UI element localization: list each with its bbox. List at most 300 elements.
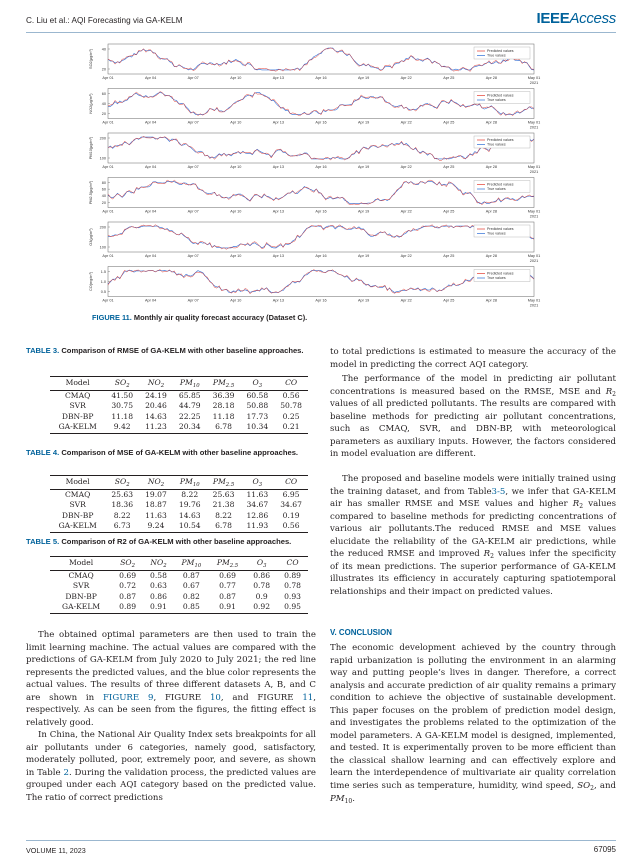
header-symbol: NO (147, 378, 161, 387)
header-subscript: 10 (192, 482, 200, 488)
col-model: Model (69, 558, 94, 567)
x-tick-label: Apr 25 (443, 254, 455, 258)
value-cell: 0.89 (119, 602, 137, 611)
value-cell: 0.56 (282, 390, 300, 400)
math-sub: 2 (612, 390, 616, 398)
value-cell: 9.42 (113, 422, 131, 431)
legend-pred-label: Predicted values (487, 93, 514, 98)
math-sub: 2 (490, 553, 494, 561)
x-tick-label: Apr 19 (358, 165, 370, 169)
body-paragraph (330, 373, 616, 461)
value-cell: 20.34 (178, 422, 201, 431)
header-symbol: O (252, 378, 259, 387)
col-pm25 (207, 377, 241, 391)
x-year-label: 2021 (529, 125, 539, 130)
text-run: , and (593, 781, 616, 792)
value-cell: 0.21 (282, 422, 300, 431)
x-tick-label: Apr 10 (230, 254, 242, 258)
col-o3 (240, 377, 274, 391)
x-tick-label: Apr 10 (230, 298, 242, 303)
value-cell: 6.78 (215, 521, 232, 530)
x-tick-label: Apr 10 (230, 120, 242, 125)
table-row (50, 489, 308, 500)
page-number: 67095 (593, 845, 616, 854)
model-name-cell: SVR (72, 581, 90, 590)
col-model: Model (65, 378, 90, 387)
y-tick-label: 60 (101, 91, 106, 96)
text-run: . (352, 793, 355, 804)
value-cell: 0.85 (182, 602, 200, 611)
header-rule (26, 32, 616, 33)
table-row (50, 511, 308, 522)
y-axis-label: SO2(μg/m³) (89, 49, 93, 69)
table-row (50, 422, 308, 433)
header-symbol: PM (216, 558, 230, 567)
x-tick-label: Apr 22 (400, 165, 412, 169)
value-cell: 0.69 (119, 570, 137, 580)
legend-true-label: True values (487, 142, 506, 147)
table-label: TABLE 5. (26, 537, 60, 546)
value-cell: 0.87 (219, 591, 236, 601)
col-no2 (143, 557, 174, 571)
x-tick-label: Apr 01 (102, 120, 114, 125)
x-tick-label: Apr 13 (272, 120, 284, 125)
col-so2 (112, 557, 143, 571)
body-paragraph (330, 346, 616, 371)
figure-caption (92, 313, 307, 322)
legend-pred-label: Predicted values (487, 138, 514, 143)
col-o3 (240, 476, 274, 490)
model-name-cell: GA-KELM (62, 602, 101, 611)
col-pm10 (173, 377, 207, 391)
value-cell: 0.91 (219, 602, 236, 611)
col-co (277, 557, 308, 571)
y-tick-label: 20 (101, 200, 106, 205)
model-name-cell: CMAQ (68, 570, 94, 580)
x-tick-label: Apr 25 (443, 298, 455, 303)
model-name-cell: SVR (69, 500, 86, 509)
value-cell: 14.63 (178, 510, 201, 520)
col-pm25 (209, 557, 246, 571)
text-run: The proposed and baseline models were initially trained using the training dataset, and from Table (330, 474, 616, 497)
table-row (50, 602, 308, 613)
value-cell: 0.69 (219, 570, 236, 580)
header-symbol: CO (285, 378, 298, 387)
value-cell: 34.67 (246, 500, 269, 509)
x-tick-label: May 01 (527, 209, 541, 214)
header-subscript: 2.5 (225, 482, 235, 488)
value-cell: 6.95 (282, 489, 300, 499)
value-cell: 36.39 (212, 390, 235, 400)
value-cell: 50.78 (280, 401, 302, 410)
model-name-cell: DBN-BP (65, 591, 97, 601)
text-run: The obtained optimal parameters are then used to train the limit learning machine. The actual values are compared with the predictions of GA-KELM from July 2020 to July 2021; the red line represents the predicted values, and the blue color represents the actual values. The results of three different datasets A, B, and C are shown in (26, 630, 316, 703)
figure-11-link[interactable]: 11 (302, 692, 314, 703)
header-subscript: 3 (258, 383, 263, 389)
header-symbol: CO (285, 477, 298, 486)
legend-pred-label: Predicted values (487, 271, 514, 276)
value-cell: 18.36 (111, 500, 134, 509)
value-cell: 0.63 (150, 581, 167, 590)
x-tick-label: Apr 16 (315, 165, 327, 169)
x-tick-label: Apr 04 (145, 165, 157, 169)
table-4-caption (26, 448, 316, 458)
x-tick-label: May 01 (527, 298, 541, 303)
value-cell: 0.9 (255, 591, 268, 601)
y-axis-label: PM2.5(μg/m³) (89, 180, 93, 205)
header-symbol: SO (114, 477, 127, 486)
forecast-plots (82, 40, 552, 308)
x-tick-label: Apr 16 (315, 254, 327, 258)
col-pm25 (207, 476, 241, 490)
x-tick-label: Apr 07 (187, 120, 199, 125)
math-sub: 2 (579, 503, 584, 511)
y-axis-label: O3(μg/m³) (89, 228, 93, 246)
y-tick-label: 40 (101, 47, 106, 52)
value-cell: 10.54 (178, 521, 201, 530)
value-cell: 12.86 (246, 510, 269, 520)
figure-11-chart (82, 40, 552, 308)
y-tick-label: 40 (101, 101, 106, 106)
table-row (50, 500, 308, 511)
header-symbol: SO (114, 378, 127, 387)
model-name-cell: SVR (69, 401, 86, 410)
header-symbol: SO (120, 558, 132, 567)
x-tick-label: Apr 07 (187, 165, 199, 169)
value-cell: 0.82 (182, 591, 200, 601)
x-year-label: 2021 (529, 81, 539, 85)
y-tick-label: 1.5 (100, 269, 106, 274)
header-subscript: 3 (258, 482, 263, 488)
text-run: to total predictions is estimated to measure the accuracy of the model in predicting the correct AQI category. (330, 347, 616, 370)
x-year-label: 2021 (529, 303, 539, 308)
x-tick-label: Apr 01 (102, 209, 114, 214)
y-tick-label: 20 (101, 111, 106, 116)
value-cell: 0.86 (253, 570, 271, 580)
x-tick-label: May 01 (527, 120, 541, 125)
x-tick-label: Apr 28 (485, 120, 497, 125)
table-label: TABLE 3. (26, 346, 60, 355)
x-year-label: 2021 (529, 214, 539, 219)
table-header-row (50, 557, 308, 571)
value-cell: 50.88 (246, 401, 269, 410)
x-tick-label: Apr 04 (145, 76, 157, 80)
legend-pred-label: Predicted values (487, 227, 514, 232)
x-tick-label: Apr 16 (315, 209, 327, 214)
table-3-5-link[interactable]: 3-5 (491, 486, 506, 497)
value-cell: 0.67 (182, 581, 200, 590)
body-paragraph (26, 729, 316, 804)
x-tick-label: Apr 16 (315, 298, 327, 303)
value-cell: 17.73 (246, 411, 269, 421)
value-cell: 8.22 (215, 510, 232, 520)
col-so2 (105, 476, 139, 490)
col-o3 (246, 557, 277, 571)
value-cell: 65.85 (178, 390, 201, 400)
y-tick-label: 40 (101, 194, 106, 199)
y-tick-label: 100 (99, 245, 106, 250)
col-no2 (139, 476, 173, 490)
value-cell: 60.58 (246, 390, 269, 400)
header-symbol: O (252, 477, 259, 486)
x-tick-label: Apr 07 (187, 76, 199, 80)
y-tick-label: 200 (99, 225, 106, 230)
table-caption-text: Comparison of RMSE of GA-KELM with other baseline approaches. (61, 346, 304, 355)
table-header-row (50, 476, 308, 490)
value-cell: 19.07 (145, 489, 167, 499)
x-tick-label: Apr 13 (272, 76, 284, 80)
legend-true-label: True values (487, 231, 506, 236)
y-axis-label: CO(mg/m³) (89, 272, 93, 291)
x-tick-label: Apr 28 (485, 209, 497, 214)
r2-table (50, 556, 308, 614)
header-symbol: PM (179, 378, 193, 387)
x-tick-label: Apr 13 (272, 209, 284, 214)
value-cell: 44.79 (178, 401, 201, 410)
table-label: TABLE 4. (26, 448, 60, 457)
value-cell: 0.25 (282, 411, 300, 421)
value-cell: 24.19 (145, 390, 167, 400)
header-symbol: PM (179, 477, 193, 486)
value-cell: 0.72 (119, 581, 137, 590)
math-so2: SO (577, 781, 591, 792)
figure-label: FIGURE 11. (92, 313, 132, 322)
x-tick-label: Apr 28 (485, 298, 497, 303)
x-tick-label: Apr 16 (315, 76, 327, 80)
x-tick-label: Apr 19 (358, 209, 370, 214)
value-cell: 8.22 (113, 510, 131, 520)
text-run: values infer the specificity of its mean predictions. The superior performance of GA-KELM illustrates its efficiency in accurately capturing spatiotemporal relationships and their impact on predicted values. (330, 549, 617, 597)
x-tick-label: Apr 22 (400, 209, 412, 214)
header-symbol: NO (150, 558, 164, 567)
value-cell: 0.91 (150, 602, 167, 611)
x-tick-label: Apr 04 (145, 298, 157, 303)
math-sub: 2 (590, 785, 594, 793)
header-symbol: PM (212, 477, 226, 486)
value-cell: 0.87 (119, 591, 137, 601)
x-tick-label: Apr 04 (145, 254, 157, 258)
text-run: , we infer that GA-KELM air has smaller RMSE and MSE values and higher (330, 486, 616, 510)
model-name-cell: DBN-BP (61, 411, 94, 421)
value-cell: 0.19 (282, 510, 300, 520)
math-r: R (605, 386, 613, 397)
value-cell: 22.25 (178, 411, 201, 421)
table-row (50, 592, 308, 603)
table-3-caption (26, 346, 316, 356)
x-tick-label: Apr 04 (145, 120, 157, 125)
y-axis-label: NO2(μg/m³) (89, 93, 93, 114)
model-name-cell: CMAQ (65, 390, 91, 400)
value-cell: 9.24 (147, 521, 165, 530)
header-subscript: 2 (126, 482, 130, 488)
text-run: The performance of the model in predicting air pollutant concentrations is measured based on the RMSE, MSE and (330, 374, 616, 397)
math-r: R (483, 549, 491, 560)
header-subscript: 3 (263, 563, 267, 569)
text-run: . During the validation process, the predicted values are grouped under each AQI category based on the predicted value. The ratio of correct predictions (26, 767, 316, 803)
x-tick-label: Apr 28 (485, 76, 497, 80)
x-tick-label: Apr 19 (358, 298, 370, 303)
value-cell: 0.56 (282, 521, 300, 530)
header-subscript: 2.5 (229, 563, 239, 569)
table-row (50, 412, 308, 423)
value-cell: 8.22 (181, 489, 199, 499)
value-cell: 0.78 (253, 581, 271, 590)
value-cell: 10.34 (246, 422, 269, 431)
x-tick-label: Apr 01 (102, 165, 114, 169)
y-tick-label: 80 (101, 180, 106, 185)
table-row (50, 521, 308, 532)
value-cell: 6.78 (215, 422, 232, 431)
value-cell: 28.18 (212, 401, 235, 410)
header-subscript: 2 (131, 563, 136, 569)
value-cell: 11.18 (111, 411, 134, 421)
section-heading-conclusion: V. CONCLUSION (330, 628, 392, 637)
y-tick-label: 100 (99, 156, 106, 161)
value-cell: 11.23 (145, 422, 167, 431)
value-cell: 25.63 (111, 489, 134, 499)
table-2-link[interactable]: 2 (63, 767, 69, 778)
value-cell: 11.63 (246, 489, 269, 499)
model-name-cell: CMAQ (65, 489, 91, 499)
model-name-cell: GA-KELM (58, 521, 97, 530)
x-year-label: 2021 (529, 170, 539, 174)
table-header-row (50, 377, 308, 391)
x-tick-label: Apr 25 (443, 209, 455, 214)
legend-pred-label: Predicted values (487, 49, 514, 54)
x-tick-label: Apr 01 (102, 254, 114, 258)
y-axis-label: PM10(μg/m³) (89, 136, 93, 160)
x-tick-label: Apr 22 (400, 120, 412, 125)
x-tick-label: Apr 13 (272, 165, 284, 169)
x-tick-label: Apr 25 (443, 76, 455, 80)
value-cell: 34.67 (280, 500, 302, 509)
table-row (50, 581, 308, 592)
value-cell: 11.63 (145, 510, 167, 520)
x-tick-label: Apr 22 (400, 298, 412, 303)
value-cell: 0.58 (150, 570, 167, 580)
math-sub: 10 (344, 797, 353, 805)
x-tick-label: Apr 04 (145, 209, 157, 214)
x-tick-label: Apr 07 (187, 254, 199, 258)
value-cell: 0.89 (284, 570, 301, 580)
value-cell: 0.92 (253, 602, 271, 611)
value-cell: 19.76 (178, 500, 201, 509)
figure-caption-text: Monthly air quality forecast accuracy (Dataset C). (133, 313, 308, 322)
x-tick-label: May 01 (527, 254, 541, 258)
y-tick-label: 60 (101, 187, 106, 192)
x-tick-label: Apr 01 (102, 298, 114, 303)
x-tick-label: May 01 (527, 76, 541, 80)
text-run: , and FIGURE (220, 692, 303, 703)
math-r: R (572, 499, 580, 510)
x-tick-label: Apr 01 (102, 76, 114, 80)
x-tick-label: Apr 22 (400, 254, 412, 258)
header-symbol: O (256, 558, 264, 567)
x-tick-label: May 01 (527, 165, 541, 169)
legend-pred-label: Predicted values (487, 182, 514, 187)
y-tick-label: 1.0 (100, 279, 106, 284)
text-run: , respectively. As can be seen from the figures, the fitting effect is relatively good. (26, 692, 317, 728)
table-row (50, 401, 308, 412)
value-cell: 0.86 (150, 591, 167, 601)
y-tick-label: 200 (99, 136, 106, 141)
body-paragraph (330, 642, 616, 805)
header-subscript: 2 (163, 563, 167, 569)
text-run: In China, the National Air Quality Index sets breakpoints for all air pollutants under 6 categories, namely good, satisfactory, moderately polluted, poor, extremely poor, and severe, as shown in Table (26, 730, 316, 778)
x-tick-label: Apr 25 (443, 120, 455, 125)
table-caption-text: Comparison of R2 of GA-KELM with other baseline approaches. (61, 537, 292, 546)
x-tick-label: Apr 13 (272, 254, 284, 258)
figure-9-link[interactable]: FIGURE 9 (102, 692, 154, 703)
col-model: Model (65, 477, 90, 486)
x-tick-label: Apr 10 (230, 76, 242, 80)
x-tick-label: Apr 07 (187, 298, 199, 303)
header-subscript: 2 (160, 383, 165, 389)
col-pm10 (174, 557, 209, 571)
x-tick-label: Apr 19 (358, 76, 370, 80)
x-tick-label: Apr 13 (272, 298, 284, 303)
value-cell: 0.87 (182, 570, 200, 580)
value-cell: 41.50 (111, 390, 134, 400)
x-tick-label: Apr 16 (315, 120, 327, 125)
header-symbol: PM (181, 558, 195, 567)
legend-true-label: True values (487, 53, 506, 58)
model-name-cell: DBN-BP (61, 510, 94, 520)
col-pm10 (173, 476, 207, 490)
x-tick-label: Apr 10 (230, 209, 242, 214)
header-symbol: PM (212, 378, 226, 387)
body-paragraph (26, 629, 316, 729)
value-cell: 25.63 (212, 489, 235, 499)
legend-true-label: True values (487, 98, 506, 103)
value-cell: 0.78 (284, 581, 301, 590)
col-co (274, 476, 308, 490)
value-cell: 14.63 (145, 411, 167, 421)
col-no2 (139, 377, 173, 391)
text-run: The economic development achieved by the country through rapid urbanization is polluting the environment in an alarming way and putting people’s lives in danger. Therefore, a correct analysis and accurate prediction of air quality remains a primary condition to achieve the objective of sustainable development. This paper focuses on the problem of prediction model design, and investigates the problems related to the optimization of the model parameters. A GA-KELM model is designed, implemented, and tested. It is experimentally proven to be more efficient than the classical shallow learning and can effectively explore and learn the interdependence of multivariate air quality correlation time series such as temperature, humidity, wind speed, (330, 643, 616, 792)
col-co (274, 377, 308, 391)
header-subscript: 2.5 (225, 383, 235, 389)
x-tick-label: Apr 19 (358, 120, 370, 125)
x-tick-label: Apr 28 (485, 254, 497, 258)
model-name-cell: GA-KELM (58, 422, 97, 431)
body-paragraph (330, 473, 616, 598)
header-subscript: 10 (194, 563, 202, 569)
value-cell: 18.87 (145, 500, 167, 509)
rmse-table (50, 376, 308, 434)
running-title: C. Liu et al.: AQI Forecasting via GA-KELM (26, 16, 183, 25)
value-cell: 11.93 (246, 521, 269, 530)
header-subscript: 2 (160, 482, 165, 488)
table-5-caption (26, 537, 316, 547)
value-cell: 21.38 (212, 500, 235, 509)
value-cell: 20.46 (145, 401, 167, 410)
plot-frame (108, 133, 534, 163)
brand-access: Access (569, 10, 616, 27)
header-subscript: 10 (192, 383, 200, 389)
x-tick-label: Apr 19 (358, 254, 370, 258)
brand-ieee: IEEE (536, 10, 570, 27)
table-caption-text: Comparison of MSE of GA-KELM with other baseline approaches. (61, 448, 299, 457)
x-year-label: 2021 (529, 259, 539, 263)
header-subscript: 2 (126, 383, 130, 389)
figure-10-link[interactable]: 10 (209, 692, 221, 703)
legend-true-label: True values (487, 276, 506, 281)
value-cell: 0.77 (219, 581, 236, 590)
value-cell: 11.18 (212, 411, 235, 421)
text-run: values compared to baseline methods for predicting concentrations of various air pollutants.The reduced RMSE and MSE values elucidate the reliability of the GA-KELM air predictions, while the reduced RMSE and improved (330, 499, 616, 560)
legend-true-label: True values (487, 187, 506, 192)
